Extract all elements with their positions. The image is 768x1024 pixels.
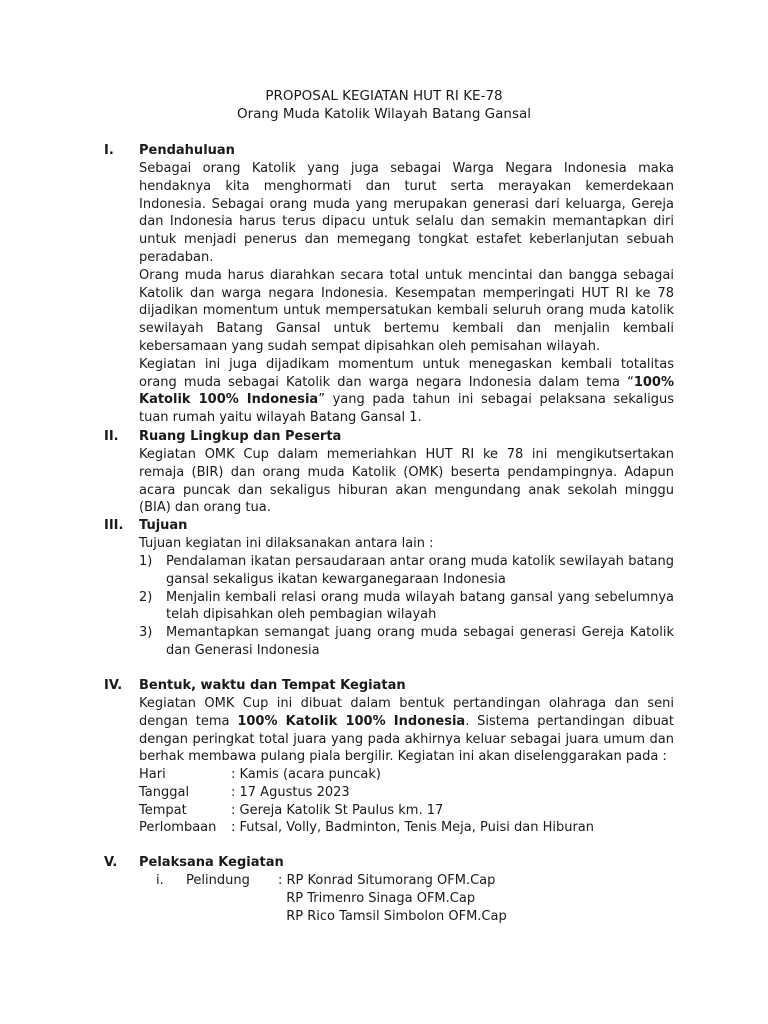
section-body [139, 160, 674, 427]
detail-row [139, 819, 699, 837]
section-heading: Pelaksana Kegiatan [139, 855, 284, 870]
document-title: PROPOSAL KEGIATAN HUT RI KE-78 [265, 88, 503, 104]
detail-value: : Kamis (acara puncak) [231, 767, 381, 782]
paragraph [139, 356, 674, 427]
section-number: II. [104, 429, 119, 444]
section-heading: Pendahuluan [139, 143, 235, 158]
detail-value: : Futsal, Volly, Badminton, Tenis Meja, Puisi dan Hiburan [231, 820, 594, 836]
organizer-role: Pelindung [186, 873, 250, 888]
organizer-index: i. [156, 873, 164, 888]
list-item [139, 624, 674, 660]
paragraph: Kegiatan OMK Cup dalam memeriahkan HUT RI ke 78 ini mengikutsertakan remaja (BIR) dan orang muda Katolik (OMK) beserta pendampingnya. Adapun acara puncak dan sekaligus hiburan akan mengundang anak sekolah minggu (BIA) dan orang tua. [139, 447, 674, 516]
list-item-text: Pendalaman ikatan persaudaraan antar orang muda katolik sewilayah batang gansal sekaligus ikatan kewarganegaraan Indonesia [166, 554, 674, 587]
detail-label: Perlombaan [139, 820, 217, 836]
section-number: I. [104, 143, 114, 158]
organizer-row [0, 890, 768, 908]
list-number: 3) [139, 625, 153, 641]
paragraph [139, 695, 674, 766]
organizer-name: : RP Konrad Situmorang OFM.Cap [278, 873, 496, 888]
event-details [139, 766, 699, 837]
section-intro: Tujuan kegiatan ini dilaksanakan antara lain : [139, 536, 434, 551]
list-item [139, 553, 674, 589]
detail-label: Hari [139, 767, 166, 782]
section-number: V. [104, 855, 118, 870]
document-subtitle: Orang Muda Katolik Wilayah Batang Gansal [236, 106, 532, 122]
organizer-row [0, 872, 768, 890]
detail-label: Tempat [139, 802, 187, 818]
organizer-name: RP Trimenro Sinaga OFM.Cap [278, 890, 476, 906]
detail-row [139, 802, 699, 820]
section-number: III. [104, 518, 124, 533]
list-number: 1) [139, 554, 153, 569]
paragraph-text: Kegiatan OMK Cup ini dibuat dalam bentuk pertandingan olahraga dan seni dengan tema [139, 696, 674, 729]
section-heading: Tujuan [139, 518, 188, 533]
paragraph: Sebagai orang Katolik yang juga sebagai Warga Negara Indonesia maka hendaknya kita menghormati dan turut serta merayakan kemerdekaan Indonesia. Sebagai orang muda yang merupakan generasi dari keluarga, Gereja dan Indonesia harus terus dipacu untuk selalu dan semakin memantapkan diri untuk menjadi penerus dan memegang tongkat estafet keberlanjutan sebuah peradaban. [139, 161, 674, 265]
list-item-text: Menjalin kembali relasi orang muda wilayah batang gansal yang sebelumnya telah dipisahkan oleh pembagian wilayah [166, 589, 674, 623]
objectives-list [139, 553, 674, 660]
detail-value: : Gereja Katolik St Paulus km. 17 [231, 802, 444, 818]
detail-row [139, 784, 699, 802]
section-heading: Bentuk, waktu dan Tempat Kegiatan [139, 678, 406, 693]
paragraph-text: ” yang pada tahun ini sebagai pelaksana sekaligus tuan rumah yaitu wilayah Batang Gansal 1. [139, 392, 674, 426]
section-body [139, 695, 674, 766]
section-heading: Ruang Lingkup dan Peserta [139, 429, 342, 444]
theme-text: 100% Katolik 100% Indonesia [139, 374, 674, 408]
theme-text: 100% Katolik 100% Indonesia [237, 713, 466, 729]
organizer-row [0, 908, 768, 926]
paragraph-text: . Sistema pertandingan dibuat dengan peringkat total juara yang pada akhirnya keluar sebagai juara umum dan berhak membawa pulang piala bergilir. Kegiatan ini akan diselenggarakan pada : [139, 713, 674, 765]
paragraph: Orang muda harus diarahkan secara total untuk mencintai dan bangga sebagai Katolik dan warga negara Indonesia. Kesempatan memperingati HUT RI ke 78 dijadikan momentum untuk mempersatukan kembali seluruh orang muda katolik sewilayah Batang Gansal untuk bertemu kembali dan menjalin kembali kebersamaan yang sudah sempat dipisahkan oleh pemisahan wilayah. [139, 267, 674, 354]
paragraph-text: Kegiatan ini juga dijadikam momentum untuk menegaskan kembali totalitas orang muda sebagai Katolik dan warga negara Indonesia dalam tema “ [139, 356, 674, 390]
organizer-list [0, 872, 768, 925]
list-number: 2) [139, 589, 153, 605]
section-body [139, 446, 674, 517]
organizer-name: RP Rico Tamsil Simbolon OFM.Cap [278, 908, 507, 924]
list-item [139, 589, 674, 625]
detail-value: : 17 Agustus 2023 [231, 784, 350, 800]
section-number: IV. [104, 678, 123, 693]
list-item-text: Memantapkan semangat juang orang muda sebagai generasi Gereja Katolik dan Generasi Indonesia [166, 625, 674, 658]
detail-label: Tanggal [139, 784, 190, 800]
detail-row [139, 766, 699, 784]
